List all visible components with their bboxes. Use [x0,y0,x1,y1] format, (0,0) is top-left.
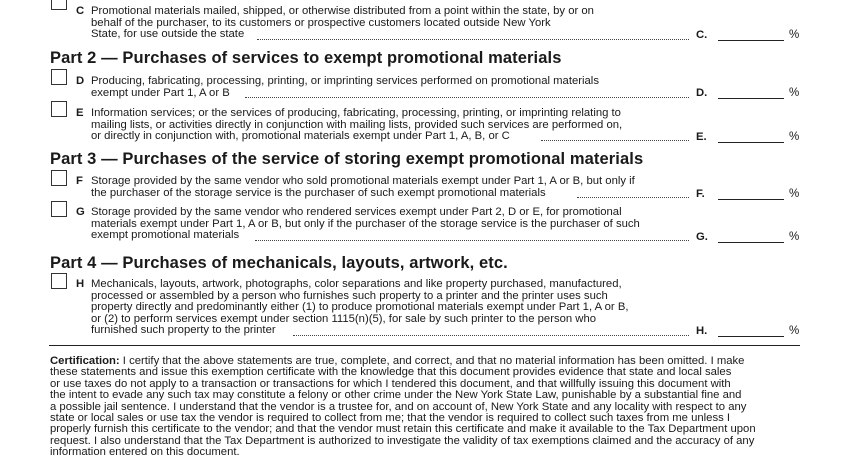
checkbox-f[interactable] [51,170,67,186]
percent-field-e[interactable] [718,142,784,143]
item-line: Mechanicals, layouts, artwork, photographs, color separations and like property purchased, manufactured, [91,278,622,290]
item-line: the purchaser of the storage service is the purchaser of such exempt promotional materials [91,186,546,199]
item-letter: F [76,175,83,187]
checkbox-d[interactable] [51,69,67,85]
part-4-heading: Part 4 — Purchases of mechanicals, layouts, artwork, etc. [50,254,508,272]
certification-line: request. I also understand that the Tax Department is authorized to investigate the validity of tax exemptions claimed and the accuracy of any [50,434,755,447]
certification-line: properly furnish this certificate to the vendor; and that the vendor must retain this certificate and make it available to the Tax Department upon [50,423,756,436]
item-line: property directly and predominantly either (1) to produce promotional materials exempt under Part 1, A or B, [91,301,629,313]
part-3-heading: Part 3 — Purchases of the service of storing exempt promotional materials [50,150,644,168]
percent-sign: % [789,29,800,41]
certification-line: a possible jail sentence. I understand that the vendor is a trustee for, and on account of, New York State and any locality with respect to any [50,400,747,413]
item-line: processed or assembled by a person who furnishes such property to a printer and the printer uses such [91,289,608,302]
item-letter: D [76,75,85,87]
line-code: C. [696,29,708,41]
percent-sign: % [789,87,800,99]
certification-line: information entered on this document. [50,446,240,459]
checkbox-c[interactable] [51,0,67,10]
item-line: furnished such property to the printer [91,324,276,336]
line-code: E. [696,131,707,143]
checkbox-g[interactable] [51,201,67,217]
item-line: or directly in conjunction with, promotional materials exempt under Part 1, A, B, or C [91,130,510,142]
part-2-heading: Part 2 — Purchases of services to exempt promotional materials [50,49,562,67]
item-line: behalf of the purchaser, to its customers or prospective customers located outside New York [91,16,551,29]
certification-line: these statements and issue this exemption certificate with the knowledge that this document provides evidence that state and local sales [50,366,732,379]
line-code: H. [696,325,708,337]
dot-leader [257,31,689,40]
percent-field-f[interactable] [718,199,784,200]
percent-sign: % [789,231,800,243]
line-code: D. [696,87,708,99]
percent-field-h[interactable] [718,336,784,337]
checkbox-h[interactable] [51,273,67,289]
line-code: F. [696,188,705,200]
percent-field-d[interactable] [718,98,784,99]
percent-sign: % [789,188,800,200]
item-line: State, for use outside the state [91,28,245,40]
certification-line: or use taxes do not apply to a transaction or transactions for which I tendered this document, and that willfully issuing this document with [50,377,731,390]
item-letter: C [76,5,85,17]
item-line: exempt promotional materials [91,229,240,241]
item-line: Information services; or the services of producing, fabricating, processing, printing, or imprinting relating to [91,107,621,119]
dot-leader [293,327,689,336]
percent-field-c[interactable] [718,40,784,41]
section-divider [49,345,800,346]
item-line: materials exempt under Part 1, A or B, but only if the purchaser of the storage service is the purchaser of such [91,217,640,230]
item-line: Producing, fabricating, processing, printing, or imprinting services performed on promotional materials [91,75,599,87]
item-letter: E [76,107,84,119]
dot-leader [541,132,689,141]
item-line: Storage provided by the same vendor who rendered services exempt under Part 2, D or E, for promotional [91,206,622,218]
certification-text: I certify that the above statements are true, complete, and correct, and that no material information has been omitted. I make [119,355,745,367]
item-letter: G [76,206,85,218]
item-letter: H [76,278,85,290]
certification-line: state or local sales or use tax the vendor is required to collect from me; that the vendor is required to collect such taxes from me unless I [50,412,731,424]
percent-sign: % [789,131,800,143]
item-line: exempt under Part 1, A or B [91,86,230,99]
checkbox-e[interactable] [51,101,67,117]
item-line: mailing lists, or activities directly in conjunction with mailing lists, provided such services are performed on, [91,118,623,131]
certification-label: Certification: [50,355,120,367]
percent-sign: % [789,325,800,337]
dot-leader [255,232,689,241]
line-code: G. [696,231,708,243]
dot-leader [245,89,689,98]
certification-line: the intent to evade any such tax may constitute a felony or other crime under the New York State Law, punishable by a substantial fine and [50,389,742,402]
dot-leader [577,189,689,198]
item-line: Storage provided by the same vendor who sold promotional materials exempt under Part 1, A or B, but only if [91,175,635,187]
item-line: Promotional materials mailed, shipped, or otherwise distributed from a point within the state, by or on [91,5,594,17]
percent-field-g[interactable] [718,242,784,243]
item-line: or (2) to perform services exempt under section 1115(n)(5), for sale by such printer to the person who [91,312,597,325]
